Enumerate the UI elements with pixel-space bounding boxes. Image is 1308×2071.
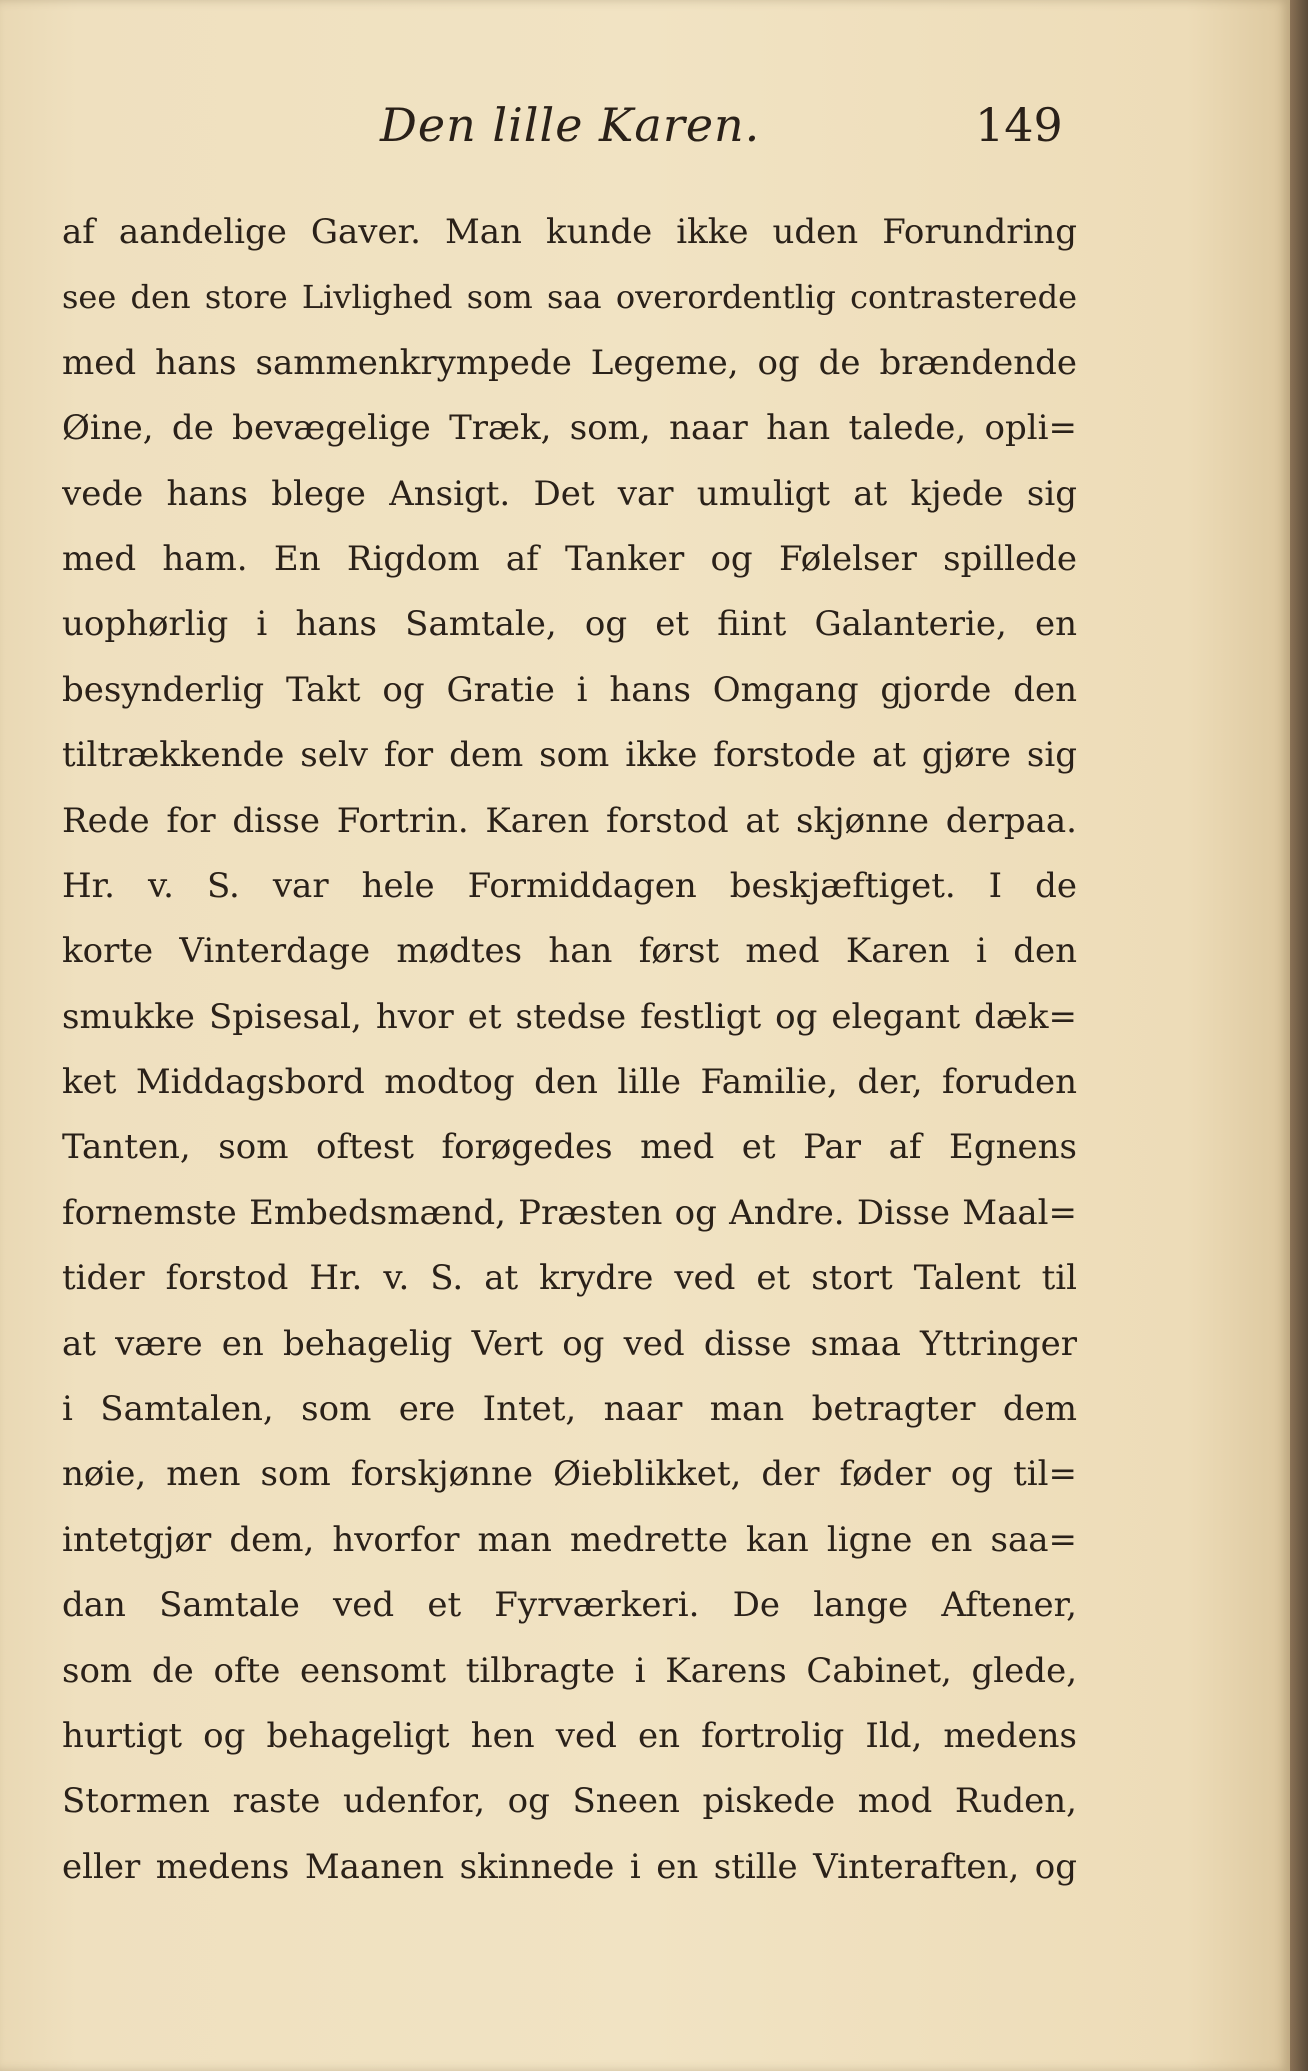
text-line: ket Middagsbord modtog den lille Familie, der, foruden	[62, 1062, 1077, 1103]
text-line: med ham. En Rigdom af Tanker og Følelser spillede	[62, 538, 1077, 579]
text-line: Rede for disse Fortrin. Karen forstod at skjønne derpaa.	[62, 800, 1077, 841]
text-line: tider forstod Hr. v. S. at krydre ved et stort Talent til	[62, 1258, 1077, 1299]
text-line: besynderlig Takt og Gratie i hans Omgang gjorde den	[62, 669, 1077, 710]
text-line: som de ofte eensomt tilbragte i Karens Cabinet, glede,	[62, 1650, 1077, 1691]
running-head-title: Den lille Karen.	[380, 98, 761, 152]
text-line: med hans sammenkrympede Legeme, og de brændende	[62, 342, 1077, 383]
text-line: vede hans blege Ansigt. Det var umuligt at kjede sig	[62, 473, 1077, 514]
text-line: fornemste Embedsmænd, Præsten og Andre. Disse Maal=	[62, 1192, 1077, 1233]
text-line: dan Samtale ved et Fyrværkeri. De lange Aftener,	[62, 1585, 1077, 1626]
text-line: smukke Spisesal, hvor et stedse festligt og elegant dæk=	[62, 996, 1077, 1037]
text-line: tiltrækkende selv for dem som ikke forstode at gjøre sig	[62, 735, 1077, 776]
page-edge	[1290, 0, 1308, 2071]
text-line: Øine, de bevægelige Træk, som, naar han talede, opli=	[62, 408, 1077, 449]
text-line: see den store Livlighed som saa overordentlig contrasterede	[62, 278, 1077, 317]
text-line: intetgjør dem, hvorfor man medrette kan ligne en saa=	[62, 1519, 1077, 1560]
text-line: at være en behagelig Vert og ved disse smaa Yttringer	[62, 1323, 1077, 1364]
text-line: eller medens Maanen skinnede i en stille Vinteraften, og	[62, 1846, 1077, 1887]
text-line: uophørlig i hans Samtale, og et fiint Galanterie, en	[62, 604, 1077, 645]
text-line: Tanten, som oftest forøgedes med et Par af Egnens	[62, 1127, 1077, 1168]
running-head	[0, 80, 1290, 170]
body-text	[62, 200, 1077, 1900]
text-line: Stormen raste udenfor, og Sneen piskede mod Ruden,	[62, 1781, 1077, 1822]
text-line: Hr. v. S. var hele Formiddagen beskjæftiget. I de	[62, 865, 1077, 906]
page-number: 149	[975, 98, 1063, 152]
text-line: af aandelige Gaver. Man kunde ikke uden Forundring	[62, 212, 1077, 252]
text-line: korte Vinterdage mødtes han først med Karen i den	[62, 931, 1077, 972]
text-line: i Samtalen, som ere Intet, naar man betragter dem	[62, 1389, 1077, 1430]
text-line: hurtigt og behageligt hen ved en fortrolig Ild, medens	[62, 1715, 1077, 1756]
text-line: nøie, men som forskjønne Øieblikket, der føder og til=	[62, 1454, 1077, 1495]
